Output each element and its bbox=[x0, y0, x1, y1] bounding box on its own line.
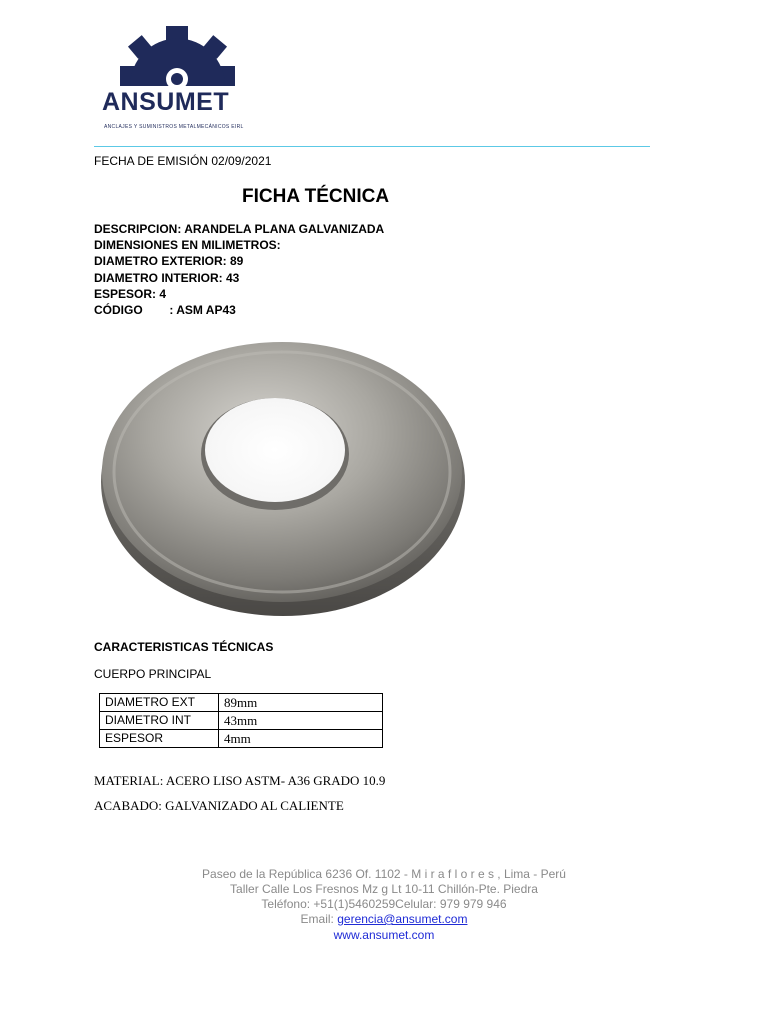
footer-address: Paseo de la República 6236 Of. 1102 - M i r a f l o r e s , Lima - Perú bbox=[202, 867, 566, 881]
spec-line: CÓDIGO : ASM AP43 bbox=[94, 303, 236, 317]
footer-phone: Teléfono: +51(1)5460259Celular: 979 979 946 bbox=[261, 897, 507, 911]
dimensions-table bbox=[99, 693, 383, 748]
finish-text: ACABADO: GALVANIZADO AL CALIENTE bbox=[94, 798, 344, 813]
footer-email-line bbox=[0, 912, 768, 926]
footer-website-link[interactable]: www.ansumet.com bbox=[333, 928, 435, 942]
company-logo-gear-icon bbox=[100, 24, 255, 136]
spec-line: ESPESOR: 4 bbox=[94, 287, 167, 301]
document-title: FICHA TÉCNICA bbox=[242, 186, 390, 207]
subsection-title: CUERPO PRINCIPAL bbox=[94, 667, 212, 681]
table-cell-value: 43mm bbox=[219, 712, 383, 730]
table-cell-value: 4mm bbox=[219, 730, 383, 748]
table-cell-label: DIAMETRO INT bbox=[100, 712, 219, 730]
spec-line: DIAMETRO INTERIOR: 43 bbox=[94, 271, 240, 285]
spec-line: DIAMETRO EXTERIOR: 89 bbox=[94, 254, 244, 268]
footer-workshop: Taller Calle Los Fresnos Mz g Lt 10-11 Chillón-Pte. Piedra bbox=[230, 882, 538, 896]
issue-date: FECHA DE EMISIÓN 02/09/2021 bbox=[94, 154, 272, 168]
spec-line: DIMENSIONES EN MILIMETROS: bbox=[94, 238, 281, 252]
table-row bbox=[100, 694, 383, 712]
footer-email-label: Email: bbox=[300, 912, 338, 926]
table-cell-label: ESPESOR bbox=[100, 730, 219, 748]
table-row bbox=[100, 712, 383, 730]
section-title: CARACTERISTICAS TÉCNICAS bbox=[94, 640, 274, 654]
footer-email-link[interactable]: gerencia@ansumet.com bbox=[337, 912, 468, 926]
logo-name: ANSUMET bbox=[102, 88, 230, 116]
washer-product-image bbox=[95, 322, 470, 622]
material-text: MATERIAL: ACERO LISO ASTM- A36 GRADO 10.9 bbox=[94, 773, 386, 788]
logo-subtitle: ANCLAJES Y SUMINISTROS METALMECÁNICOS EIRL bbox=[104, 124, 244, 130]
header-divider bbox=[94, 146, 650, 147]
table-row bbox=[100, 730, 383, 748]
spec-line: DESCRIPCION: ARANDELA PLANA GALVANIZADA bbox=[94, 222, 385, 236]
table-cell-label: DIAMETRO EXT bbox=[100, 694, 219, 712]
table-cell-value: 89mm bbox=[219, 694, 383, 712]
